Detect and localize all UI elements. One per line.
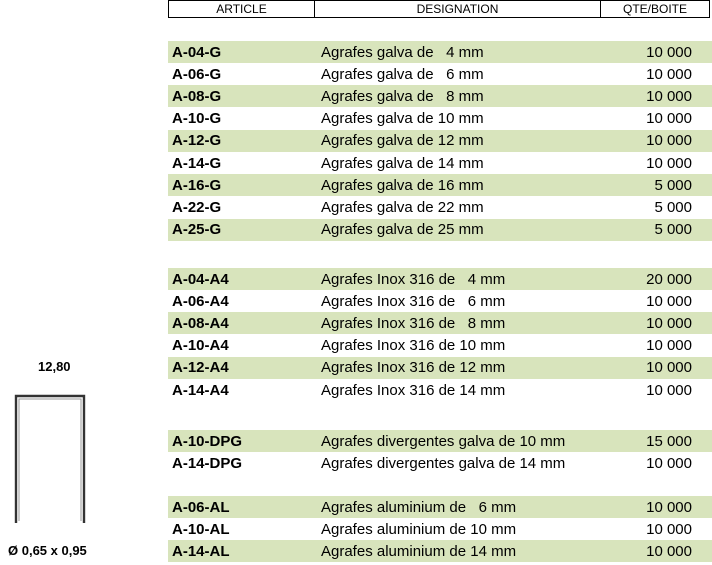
qty-cell: 5 000	[654, 221, 692, 239]
designation-cell: Agrafes galva de 16 mm	[321, 176, 484, 194]
qty-cell: 5 000	[654, 176, 692, 194]
article-cell: A-12-A4	[172, 359, 229, 377]
designation-cell: Agrafes galva de 14 mm	[321, 154, 484, 172]
qty-cell: 10 000	[646, 337, 692, 355]
table-row	[168, 357, 712, 379]
header-designation: DESIGNATION	[315, 1, 601, 17]
table-row	[168, 130, 712, 152]
table-row	[168, 518, 712, 540]
designation-cell: Agrafes galva de 6 mm	[321, 65, 484, 83]
article-cell: A-10-AL	[172, 520, 230, 538]
qty-cell: 10 000	[646, 87, 692, 105]
designation-cell: Agrafes aluminium de 10 mm	[321, 520, 517, 538]
designation-cell: Agrafes galva de 25 mm	[321, 221, 484, 239]
designation-cell: Agrafes Inox 316 de 8 mm	[321, 314, 506, 332]
table-row	[168, 152, 712, 174]
qty-cell: 15 000	[646, 432, 692, 450]
qty-cell: 10 000	[646, 314, 692, 332]
qty-cell: 10 000	[646, 132, 692, 150]
article-cell: A-22-G	[172, 198, 222, 216]
designation-cell: Agrafes galva de 8 mm	[321, 87, 484, 105]
designation-cell: Agrafes Inox 316 de 12 mm	[321, 359, 506, 377]
designation-cell: Agrafes Inox 316 de 6 mm	[321, 292, 506, 310]
qty-cell: 10 000	[646, 542, 692, 560]
article-cell: A-06-AL	[172, 498, 230, 516]
qty-cell: 10 000	[646, 43, 692, 61]
table-row	[168, 196, 712, 218]
staple-outline	[16, 396, 84, 523]
table-row	[168, 540, 712, 562]
staple-width-label: 12,80	[38, 359, 71, 374]
table-row	[168, 379, 712, 401]
table-row	[168, 335, 712, 357]
article-cell: A-10-G	[172, 110, 222, 128]
table-row	[168, 268, 712, 290]
qty-cell: 10 000	[646, 65, 692, 83]
qty-cell: 10 000	[646, 498, 692, 516]
staple-diagram	[10, 392, 94, 524]
header-article: ARTICLE	[169, 1, 315, 17]
article-cell: A-10-DPG	[172, 432, 243, 450]
qty-cell: 10 000	[646, 454, 692, 472]
qty-cell: 10 000	[646, 359, 692, 377]
article-cell: A-14-DPG	[172, 454, 243, 472]
header-qty: QTE/BOITE	[622, 2, 687, 16]
article-cell: A-16-G	[172, 176, 222, 194]
designation-cell: Agrafes galva de 10 mm	[321, 110, 484, 128]
article-cell: A-08-A4	[172, 314, 229, 332]
article-cell: A-12-G	[172, 132, 222, 150]
designation-cell: Agrafes divergentes galva de 14 mm	[321, 454, 566, 472]
article-cell: A-14-G	[172, 154, 222, 172]
article-cell: A-06-A4	[172, 292, 229, 310]
article-cell: A-08-G	[172, 87, 222, 105]
article-cell: A-25-G	[172, 221, 222, 239]
table-row	[168, 174, 712, 196]
article-cell: A-06-G	[172, 65, 222, 83]
table-row	[168, 430, 712, 452]
table-row	[168, 312, 712, 334]
qty-cell: 10 000	[646, 154, 692, 172]
designation-cell: Agrafes Inox 316 de 14 mm	[321, 381, 506, 399]
staple-section-label: Ø 0,65 x 0,95	[8, 543, 87, 558]
designation-cell: Agrafes galva de 12 mm	[321, 132, 484, 150]
table-row	[168, 63, 712, 85]
qty-cell: 10 000	[646, 110, 692, 128]
article-cell: A-14-AL	[172, 542, 230, 560]
table-header	[168, 0, 710, 18]
qty-cell: 5 000	[654, 198, 692, 216]
table-row	[168, 41, 712, 63]
designation-cell: Agrafes galva de 4 mm	[321, 43, 484, 61]
table-row	[168, 85, 712, 107]
qty-cell: 10 000	[646, 520, 692, 538]
designation-cell: Agrafes aluminium de 14 mm	[321, 542, 517, 560]
table-row	[168, 108, 712, 130]
article-cell: A-04-A4	[172, 270, 229, 288]
qty-cell: 10 000	[646, 292, 692, 310]
article-cell: A-14-A4	[172, 381, 229, 399]
article-cell: A-04-G	[172, 43, 222, 61]
designation-cell: Agrafes divergentes galva de 10 mm	[321, 432, 566, 450]
table-row	[168, 290, 712, 312]
qty-cell: 10 000	[646, 381, 692, 399]
designation-cell: Agrafes aluminium de 6 mm	[321, 498, 517, 516]
article-cell: A-10-A4	[172, 337, 229, 355]
designation-cell: Agrafes Inox 316 de 10 mm	[321, 337, 506, 355]
table-row	[168, 219, 712, 241]
designation-cell: Agrafes Inox 316 de 4 mm	[321, 270, 506, 288]
designation-cell: Agrafes galva de 22 mm	[321, 198, 484, 216]
qty-cell: 20 000	[646, 270, 692, 288]
table-row	[168, 496, 712, 518]
table-row	[168, 452, 712, 474]
